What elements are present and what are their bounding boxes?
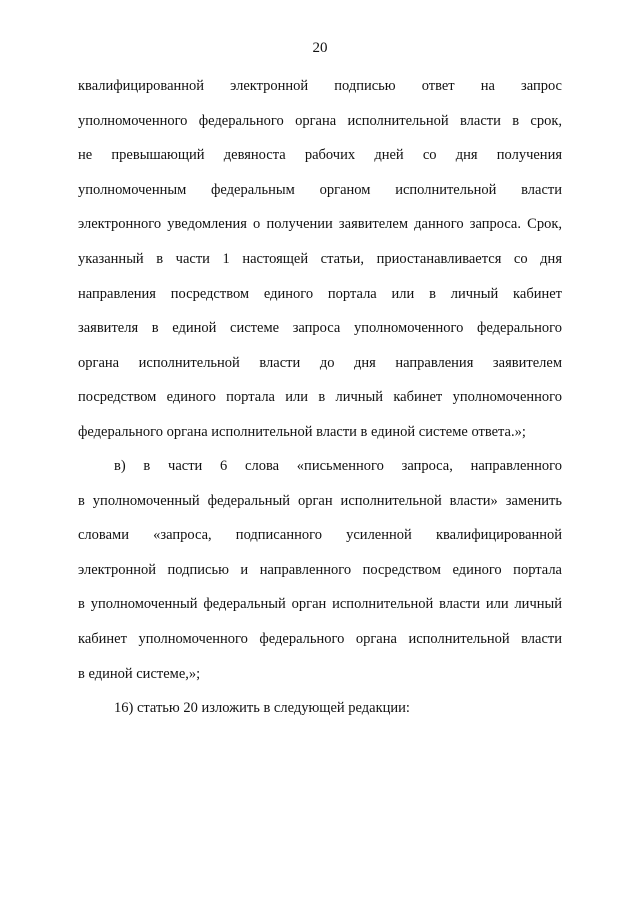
text-line: уполномоченным федеральным органом исполнительной власти: [78, 181, 562, 198]
text-line: органа исполнительной власти до дня направления заявителем: [78, 354, 562, 371]
text-line: уполномоченного федерального органа исполнительной власти в срок,: [78, 112, 562, 129]
text-line: словами «запроса, подписанного усиленной квалифицированной: [78, 527, 562, 544]
text-line: в уполномоченный федеральный орган исполнительной власти или личный: [78, 596, 562, 613]
text-line: не превышающий девяноста рабочих дней со дня получения: [78, 147, 562, 164]
paragraph-continuation: [78, 69, 562, 450]
text-line: направления посредством единого портала или в личный кабинет: [78, 285, 562, 302]
text-line: электронной подписью и направленного посредством единого портала: [78, 561, 562, 578]
page-number: 20: [312, 40, 328, 56]
text-line: в уполномоченный федеральный орган исполнительной власти» заменить: [78, 492, 562, 509]
text-line: электронного уведомления о получении заявителем данного запроса. Срок,: [78, 216, 562, 233]
text-line: заявителя в единой системе запроса уполномоченного федерального: [78, 320, 562, 337]
paragraph-item-v: [78, 449, 562, 691]
text-line: квалифицированной электронной подписью ответ на запрос: [78, 78, 562, 94]
text-line: в единой системе,»;: [78, 665, 201, 682]
text-line: посредством единого портала или в личный кабинет уполномоченного: [78, 389, 562, 406]
text-line: кабинет уполномоченного федерального органа исполнительной власти: [78, 630, 562, 647]
text-line: федерального органа исполнительной власти в единой системе ответа.»;: [78, 423, 526, 440]
text-line: 16) статью 20 изложить в следующей редакции:: [114, 700, 410, 716]
text-line: в) в части 6 слова «письменного запроса, направленного: [114, 458, 562, 474]
paragraph-item-16: [78, 691, 562, 726]
text-line: указанный в части 1 настоящей статьи, приостанавливается со дня: [78, 250, 562, 267]
